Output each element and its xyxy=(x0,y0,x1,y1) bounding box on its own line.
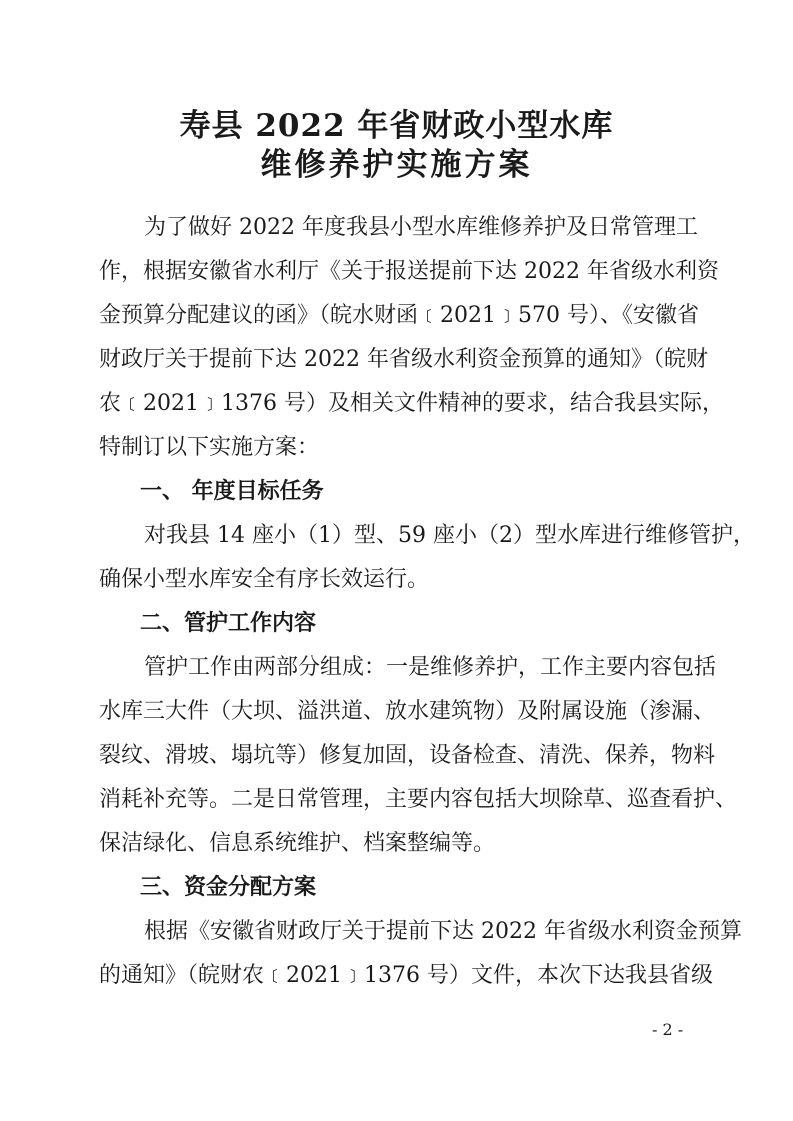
intro-line: 财政厅关于提前下达 2022 年省级水利资金预算的通知》（皖财 xyxy=(99,347,708,372)
intro-line: 为了做好 2022 年度我县小型水库维修养护及日常管理工 xyxy=(144,215,698,240)
section-1-line: 对我县 14 座小（1）型、59 座小（2）型水库进行维修管护， xyxy=(144,523,755,548)
section-2-line: 消耗补充等。二是日常管理，主要内容包括大坝除草、巡查看护、 xyxy=(99,787,738,812)
section-1-line: 确保小型水库安全有序长效运行。 xyxy=(99,567,430,592)
intro-line: 作，根据安徽省水利厅《关于报送提前下达 2022 年省级水利资 xyxy=(99,259,719,284)
section-3-line: 根据《安徽省财政厅关于提前下达 2022 年省级水利资金预算 xyxy=(144,919,742,944)
section-2-line: 水库三大件（大坝、溢洪道、放水建筑物）及附属设施（渗漏、 xyxy=(99,699,716,724)
document-title-line-2: 维修养护实施方案 xyxy=(260,147,533,183)
document-title-line-1: 寿县 2022 年省财政小型水库 xyxy=(179,108,614,144)
intro-line: 金预算分配建议的函》（皖水财函﹝2021﹞570 号）、《安徽省 xyxy=(99,303,699,328)
intro-line: 农﹝2021﹞1376 号）及相关文件精神的要求，结合我县实际， xyxy=(99,391,724,416)
section-3-line: 的通知》（皖财农﹝2021﹞1376 号）文件，本次下达我县省级 xyxy=(99,963,713,988)
page-number: - 2 - xyxy=(652,1020,684,1039)
section-heading-1: 一、 年度目标任务 xyxy=(140,479,324,504)
intro-line: 特制订以下实施方案： xyxy=(99,435,320,460)
section-heading-2: 二、管护工作内容 xyxy=(140,611,317,636)
section-heading-3: 三、资金分配方案 xyxy=(140,875,317,900)
section-2-line: 保洁绿化、信息系统维护、档案整编等。 xyxy=(99,831,496,856)
section-2-line: 裂纹、滑坡、塌坑等）修复加固，设备检查、清洗、保养，物料 xyxy=(99,743,716,768)
section-2-line: 管护工作由两部分组成：一是维修养护，工作主要内容包括 xyxy=(144,655,717,680)
